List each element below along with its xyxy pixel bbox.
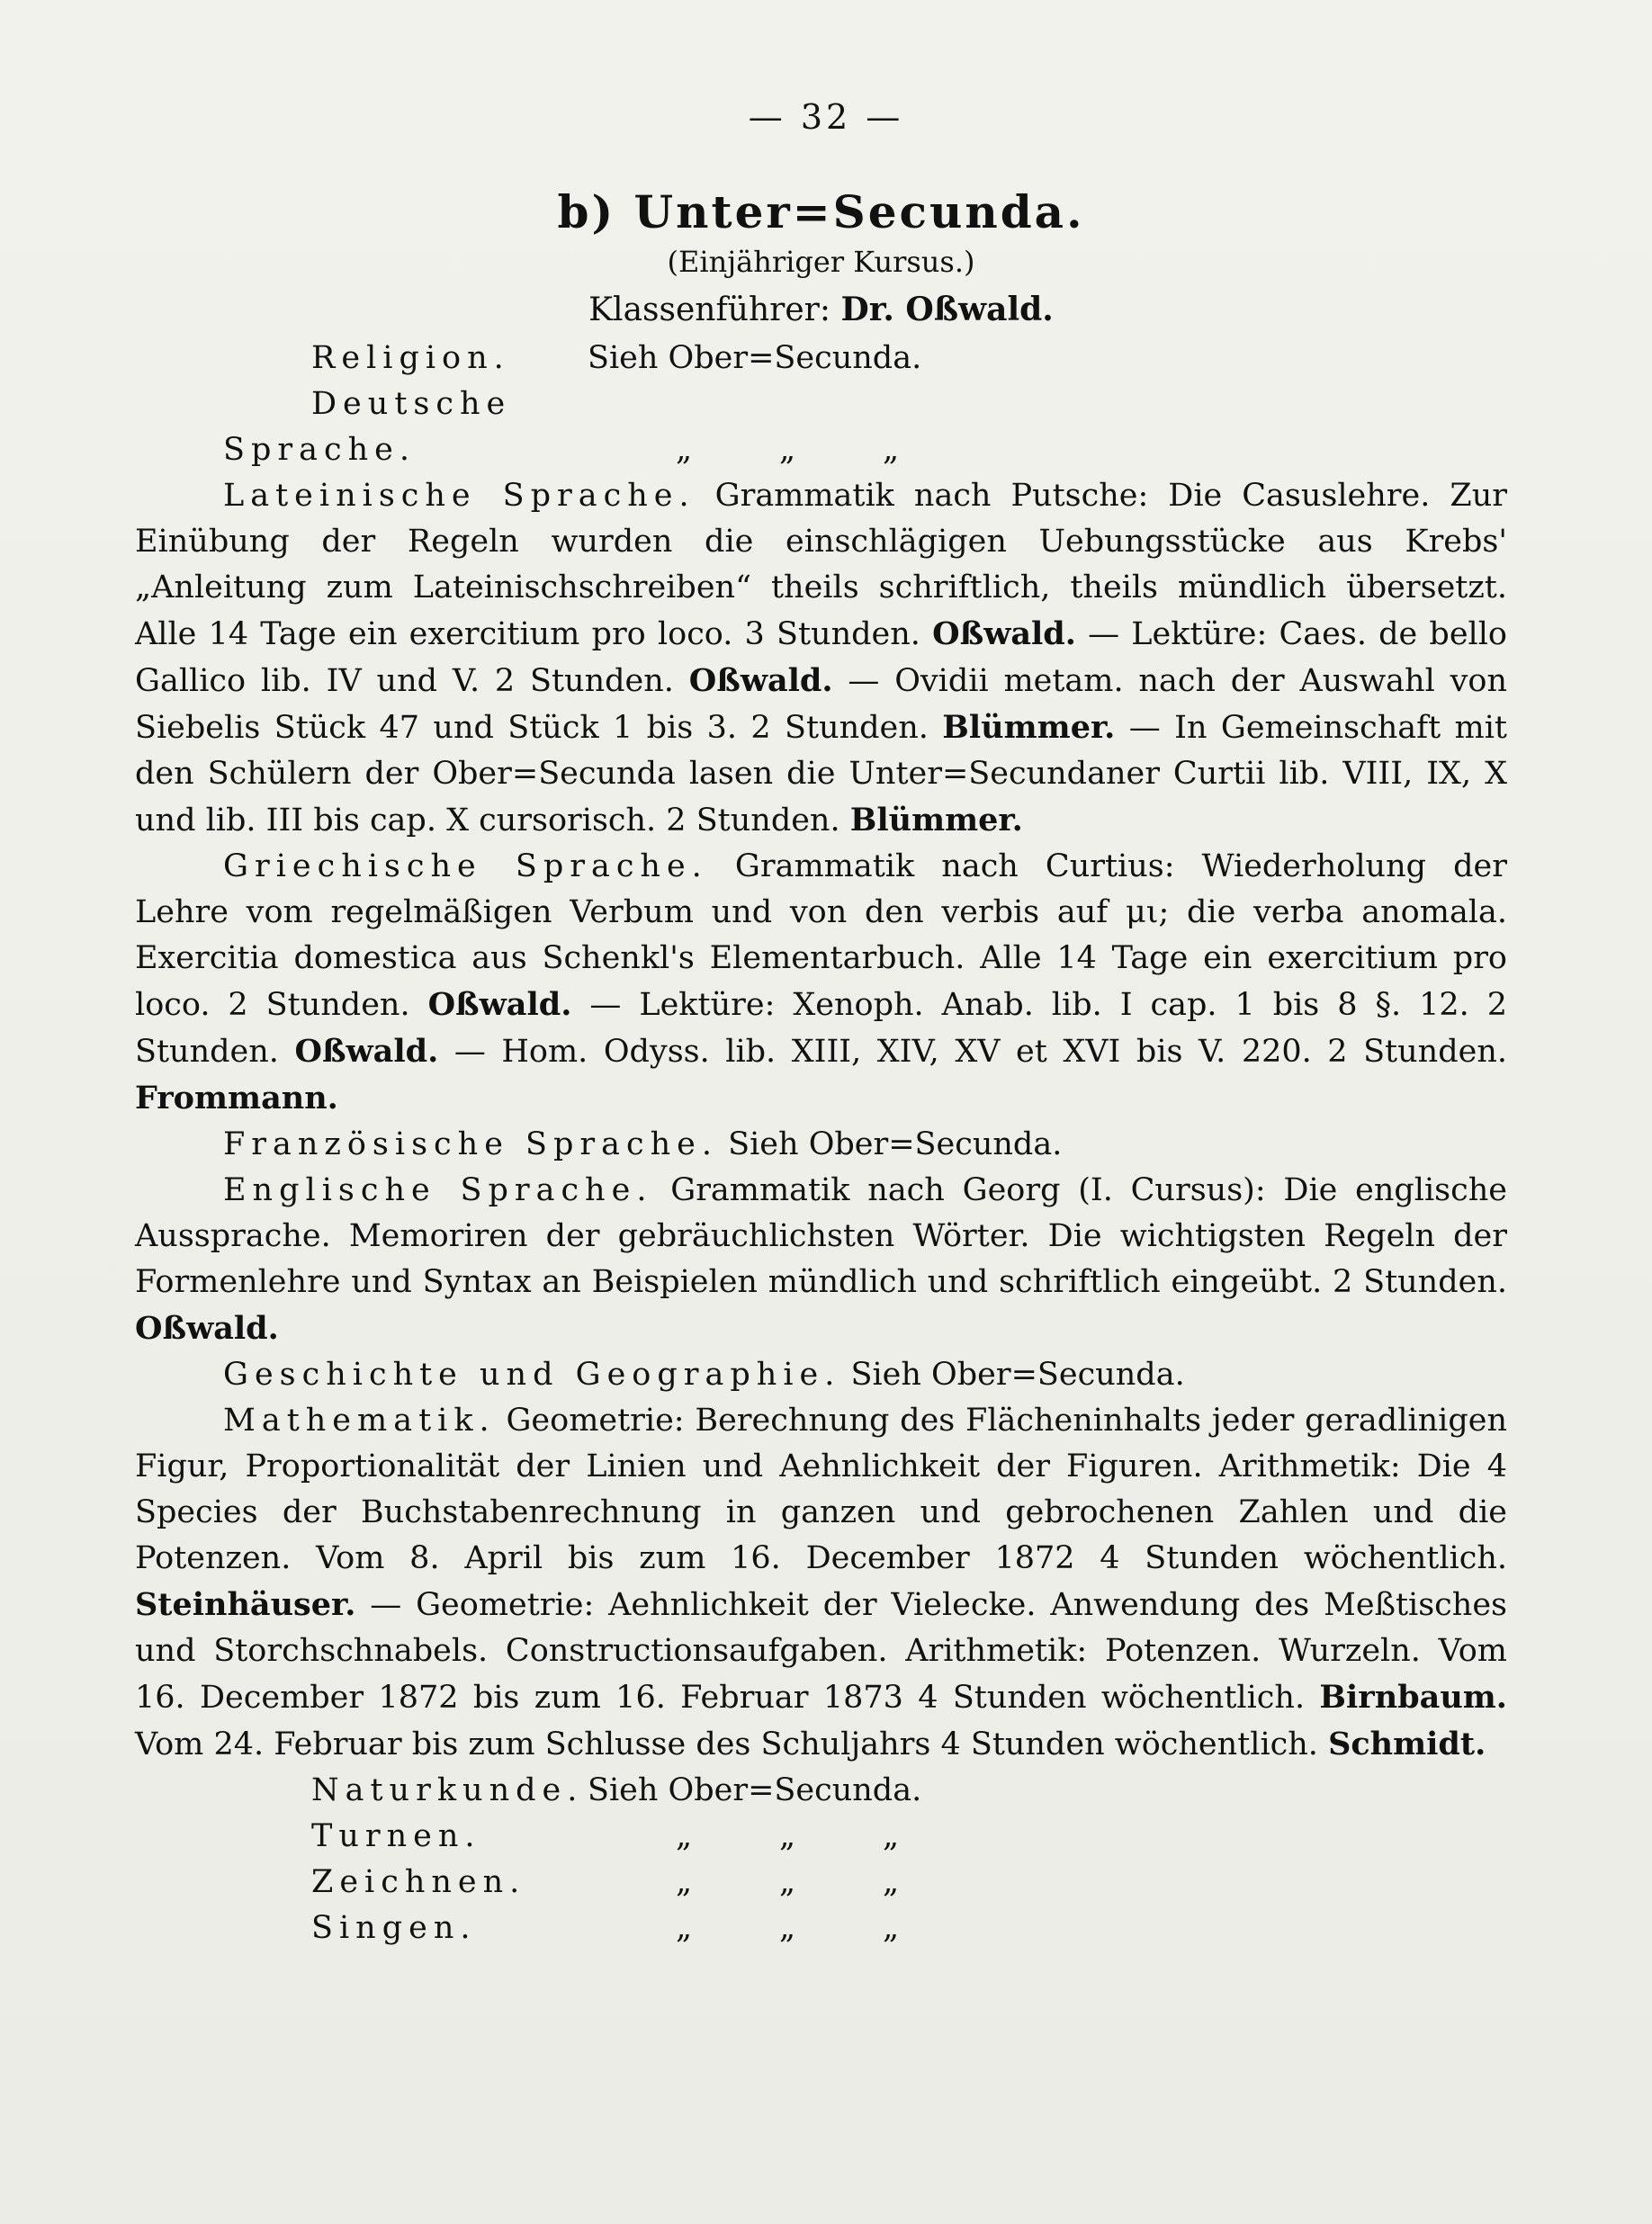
subject-name: Lateinische Sprache. bbox=[223, 478, 696, 514]
teacher-name: Oßwald. bbox=[135, 1310, 279, 1347]
subject-naturkunde bbox=[135, 1768, 1507, 1814]
teacher-name: Blümmer. bbox=[942, 709, 1116, 746]
subject-text: Grammatik nach Curtius: Wiederholung der Lehre vom regelmäßigen Verbum und von den verbis auf μι; die verba anomala. Exercitia domestica aus Schenkl's Elementarbuch. Alle 14 Tage ein exercitium pro loco. 2 Stunden. bbox=[135, 848, 1507, 1023]
ditto-mark: „ bbox=[676, 1864, 693, 1900]
ditto-mark: „ bbox=[779, 432, 796, 468]
subject-name: Religion. bbox=[311, 340, 510, 376]
teacher-name: Oßwald. bbox=[294, 1033, 439, 1070]
subject-name: Naturkunde. bbox=[311, 1772, 584, 1808]
subject-name: Griechische Sprache. bbox=[223, 848, 708, 884]
subject-name: Mathematik. bbox=[223, 1403, 496, 1439]
teacher-name: Frommann. bbox=[135, 1080, 338, 1116]
subject-mathematik bbox=[135, 1398, 1507, 1768]
section-title: b) Unter=Secunda. bbox=[557, 185, 1085, 238]
subject-singen bbox=[135, 1906, 1507, 1951]
subject-text: Grammatik nach Georg (I. Cursus): Die englische Aussprache. Memoriren der gebräuchlichsten Wörter. Die wichtigsten Regeln der Formenlehre und Syntax an Beispielen mündlich und schriftlich eingeübt. 2 Stunden. bbox=[135, 1172, 1507, 1300]
subject-text: — Lektüre: Caes. de bello Gallico lib. IV und V. 2 Stunden. bbox=[135, 616, 1507, 699]
subject-text: — Hom. Odyss. lib. XIII, XIV, XV et XVI bis V. 220. 2 Stunden. bbox=[438, 1034, 1507, 1070]
teacher-name: Birnbaum. bbox=[1319, 1679, 1507, 1716]
ditto-mark: „ bbox=[883, 432, 900, 468]
subject-note: Sieh Ober=Secunda. bbox=[588, 340, 922, 376]
teacher-name: Steinhäuser. bbox=[135, 1586, 356, 1623]
subject-text: Vom 24. Februar bis zum Schlusse des Schuljahrs 4 Stunden wöchentlich. bbox=[135, 1726, 1318, 1762]
ditto-mark: „ bbox=[676, 432, 693, 468]
ditto-mark: „ bbox=[779, 1910, 796, 1946]
subject-geschichte bbox=[135, 1352, 1507, 1398]
subject-name: Turnen. bbox=[311, 1818, 481, 1854]
subject-note: Sieh Ober=Secunda. bbox=[728, 1126, 1063, 1162]
ditto-mark: „ bbox=[883, 1818, 900, 1854]
teacher-name: Schmidt. bbox=[1328, 1726, 1486, 1762]
ditto-mark: „ bbox=[883, 1910, 900, 1946]
subject-text: Grammatik nach Putsche: Die Casuslehre. Zur Einübung der Regeln wurden die einschlägigen Uebungsstücke aus Krebs' „Anleitung zum Lateinischschreiben“ theils schriftlich, theils mündlich übersetzt. Alle 14 Tage ein exercitium pro loco. 3 Stunden. bbox=[135, 478, 1507, 652]
teacher-name: Oßwald. bbox=[688, 662, 833, 699]
subject-griechisch bbox=[135, 844, 1507, 1122]
course-type: (Einjähriger Kursus.) bbox=[667, 245, 975, 279]
subject-name: Zeichnen. bbox=[311, 1864, 526, 1900]
subject-deutsch bbox=[135, 381, 1507, 473]
class-teacher bbox=[135, 283, 1507, 336]
ditto-mark: „ bbox=[676, 1818, 693, 1854]
teacher-name: Oßwald. bbox=[932, 615, 1076, 652]
teacher-name: Oßwald. bbox=[427, 986, 572, 1023]
subject-text: — In Gemeinschaft mit den Schülern der Ober=Secunda lasen die Unter=Secundaner Curtii lib. VIII, IX, X und lib. III bis cap. X cursorisch. 2 Stunden. bbox=[135, 710, 1507, 838]
page-body bbox=[135, 184, 1507, 1951]
subject-name: Geschichte und Geographie. bbox=[223, 1357, 841, 1393]
teacher-name: Blümmer. bbox=[849, 802, 1023, 838]
subject-name: Englische Sprache. bbox=[223, 1172, 653, 1208]
ditto-mark: „ bbox=[779, 1864, 796, 1900]
subject-englisch bbox=[135, 1168, 1507, 1352]
page-number: — 32 — bbox=[748, 97, 904, 137]
subject-note: Sieh Ober=Secunda. bbox=[850, 1357, 1185, 1393]
subject-name: Französische Sprache. bbox=[223, 1126, 718, 1162]
subject-text: — Lektüre: Xenoph. Anab. lib. I cap. 1 bis 8 §. 12. 2 Stunden. bbox=[135, 987, 1507, 1070]
class-teacher-label: Klassenführer: bbox=[588, 291, 831, 328]
subject-latein bbox=[135, 473, 1507, 844]
class-teacher-name: Dr. Oßwald. bbox=[840, 291, 1054, 328]
subject-zeichnen bbox=[135, 1860, 1507, 1906]
subject-turnen bbox=[135, 1814, 1507, 1860]
subject-note: Sieh Ober=Secunda. bbox=[588, 1772, 922, 1808]
subject-text: Geometrie: Berechnung des Flächeninhalts jeder geradlinigen Figur, Proportionalität der Linien und Aehnlichkeit der Figuren. Arithmetik: Die 4 Species der Buchstabenrechnung in ganzen und gebrochenen Zahlen und die Potenzen. Vom 8. April bis zum 16. December 1872 4 Stunden wöchentlich. bbox=[135, 1403, 1507, 1576]
subject-name: Singen. bbox=[311, 1910, 477, 1946]
subject-name: Deutsche Sprache. bbox=[223, 386, 512, 468]
subject-religion bbox=[135, 336, 1507, 381]
ditto-mark: „ bbox=[779, 1818, 796, 1854]
ditto-mark: „ bbox=[676, 1910, 693, 1946]
ditto-mark: „ bbox=[883, 1864, 900, 1900]
subject-franzoesisch bbox=[135, 1122, 1507, 1168]
subject-text: — Geometrie: Aehnlichkeit der Vielecke. Anwendung des Meßtisches und Storchschnabels. Constructionsaufgaben. Arithmetik: Potenzen. Wurzeln. Vom 16. December 1872 bis zum 16. Februar 1873 4 Stunden wöchentlich. bbox=[135, 1587, 1507, 1716]
subject-text: — Ovidii metam. nach der Auswahl von Siebelis Stück 47 und Stück 1 bis 3. 2 Stunden. bbox=[135, 663, 1507, 746]
